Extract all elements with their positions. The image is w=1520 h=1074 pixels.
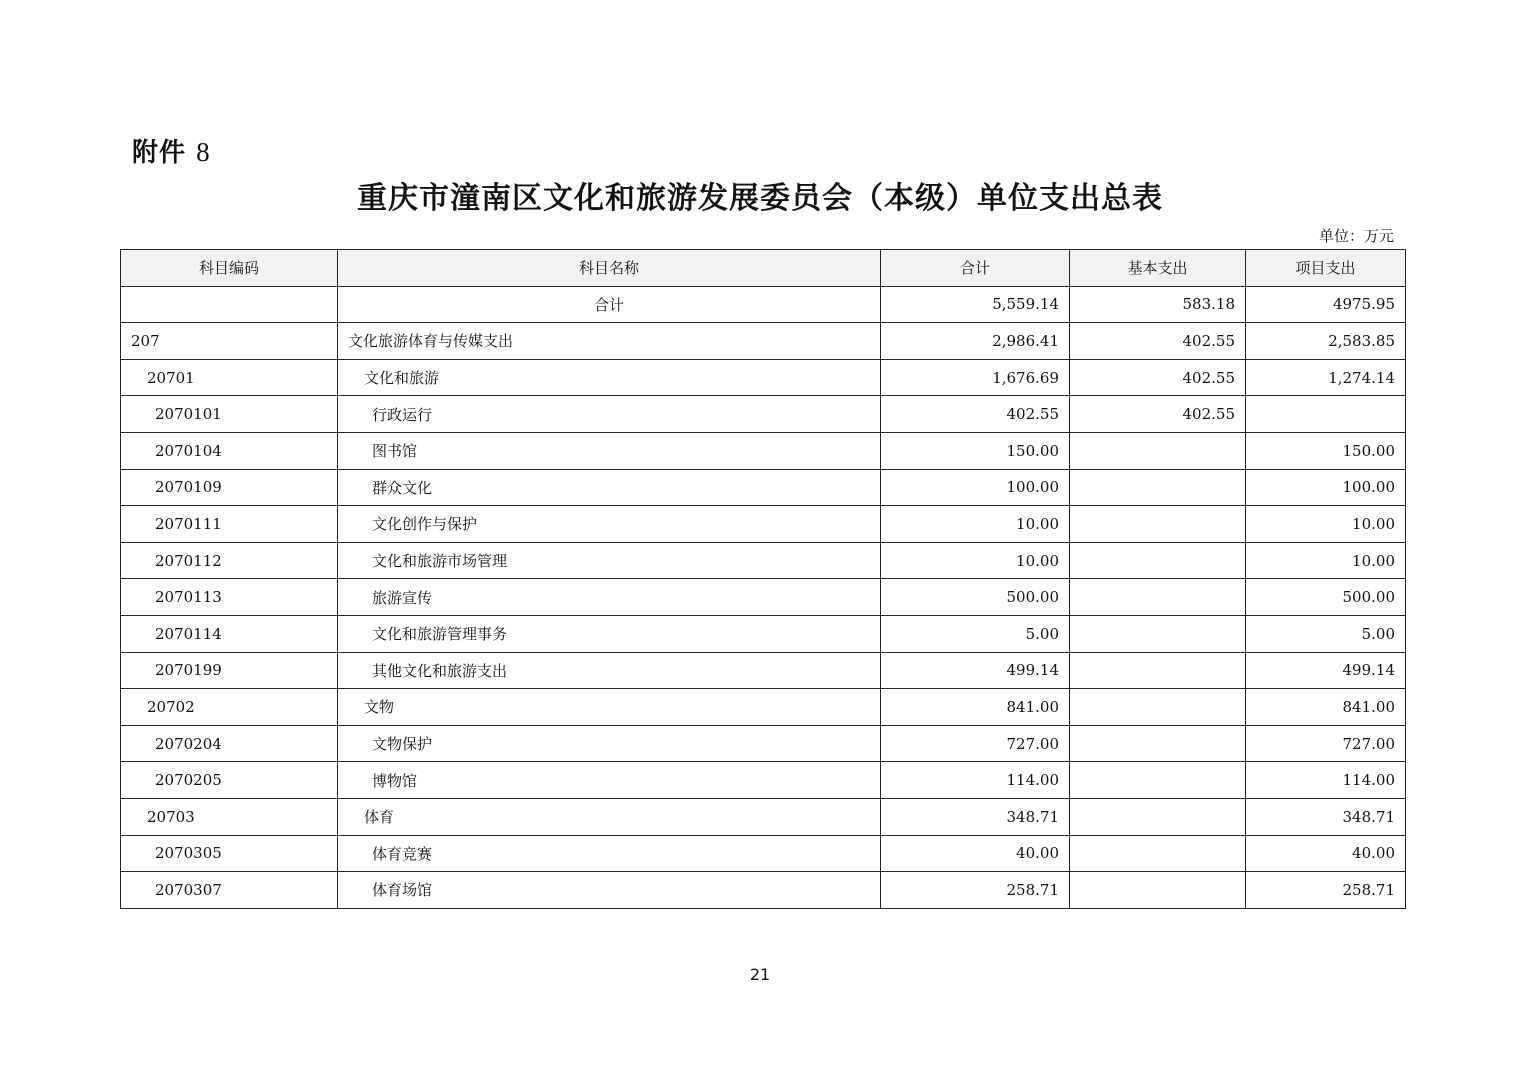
cell-basic	[1070, 469, 1246, 506]
cell-name: 文化和旅游	[338, 359, 881, 396]
cell-project: 5.00	[1246, 615, 1406, 652]
cell-project: 10.00	[1246, 542, 1406, 579]
cell-name: 旅游宣传	[338, 579, 881, 616]
cell-project: 348.71	[1246, 798, 1406, 835]
cell-name: 图书馆	[338, 432, 881, 469]
cell-name: 其他文化和旅游支出	[338, 652, 881, 689]
column-header-project: 项目支出	[1246, 250, 1406, 287]
cell-name: 文化和旅游管理事务	[338, 615, 881, 652]
cell-name: 体育场馆	[338, 872, 881, 909]
table-row	[121, 725, 1406, 762]
cell-name: 博物馆	[338, 762, 881, 799]
cell-name: 文物	[338, 689, 881, 726]
cell-code: 20703	[121, 798, 338, 835]
cell-total: 499.14	[881, 652, 1070, 689]
table-row	[121, 579, 1406, 616]
table-body	[121, 286, 1406, 908]
cell-total: 1,676.69	[881, 359, 1070, 396]
expenditure-table	[120, 249, 1406, 909]
total-row-code	[121, 286, 338, 323]
cell-code: 2070205	[121, 762, 338, 799]
table-row	[121, 652, 1406, 689]
cell-total: 402.55	[881, 396, 1070, 433]
cell-total: 841.00	[881, 689, 1070, 726]
cell-project	[1246, 396, 1406, 433]
table-row	[121, 506, 1406, 543]
unit-label: 单位：万元	[1318, 227, 1394, 245]
table-row	[121, 615, 1406, 652]
cell-code: 2070104	[121, 432, 338, 469]
cell-code: 2070113	[121, 579, 338, 616]
cell-basic: 402.55	[1070, 359, 1246, 396]
cell-project: 2,583.85	[1246, 323, 1406, 360]
cell-name: 文化和旅游市场管理	[338, 542, 881, 579]
cell-basic	[1070, 432, 1246, 469]
cell-basic	[1070, 872, 1246, 909]
cell-basic: 402.55	[1070, 323, 1246, 360]
table-row	[121, 689, 1406, 726]
cell-project: 727.00	[1246, 725, 1406, 762]
cell-total: 40.00	[881, 835, 1070, 872]
cell-name: 体育	[338, 798, 881, 835]
total-row-basic: 583.18	[1070, 286, 1246, 323]
cell-project: 1,274.14	[1246, 359, 1406, 396]
cell-basic	[1070, 725, 1246, 762]
total-row	[121, 286, 1406, 323]
column-header-name: 科目名称	[338, 250, 881, 287]
table-row	[121, 798, 1406, 835]
cell-total: 150.00	[881, 432, 1070, 469]
cell-project: 258.71	[1246, 872, 1406, 909]
table-row	[121, 323, 1406, 360]
cell-basic	[1070, 798, 1246, 835]
cell-total: 500.00	[881, 579, 1070, 616]
cell-code: 2070204	[121, 725, 338, 762]
cell-code: 207	[121, 323, 338, 360]
cell-basic	[1070, 506, 1246, 543]
cell-code: 2070109	[121, 469, 338, 506]
cell-code: 2070307	[121, 872, 338, 909]
cell-code: 2070111	[121, 506, 338, 543]
cell-total: 10.00	[881, 506, 1070, 543]
cell-code: 20701	[121, 359, 338, 396]
page-title: 重庆市潼南区文化和旅游发展委员会（本级）单位支出总表	[357, 181, 1163, 216]
column-header-total: 合计	[881, 250, 1070, 287]
cell-basic	[1070, 615, 1246, 652]
cell-total: 2,986.41	[881, 323, 1070, 360]
attachment-label-text: 附件	[132, 138, 187, 168]
cell-project: 499.14	[1246, 652, 1406, 689]
cell-name: 文化旅游体育与传媒支出	[338, 323, 881, 360]
cell-basic	[1070, 762, 1246, 799]
cell-project: 10.00	[1246, 506, 1406, 543]
cell-project: 500.00	[1246, 579, 1406, 616]
cell-name: 群众文化	[338, 469, 881, 506]
total-row-name: 合计	[338, 286, 881, 323]
cell-code: 2070101	[121, 396, 338, 433]
cell-total: 348.71	[881, 798, 1070, 835]
cell-basic	[1070, 542, 1246, 579]
cell-basic: 402.55	[1070, 396, 1246, 433]
table-row	[121, 396, 1406, 433]
table-row	[121, 432, 1406, 469]
cell-project: 100.00	[1246, 469, 1406, 506]
cell-name: 文化创作与保护	[338, 506, 881, 543]
cell-code: 2070114	[121, 615, 338, 652]
attachment-number: 8	[196, 137, 211, 167]
table-row	[121, 835, 1406, 872]
cell-basic	[1070, 689, 1246, 726]
cell-total: 5.00	[881, 615, 1070, 652]
cell-total: 114.00	[881, 762, 1070, 799]
cell-basic	[1070, 579, 1246, 616]
cell-project: 114.00	[1246, 762, 1406, 799]
cell-total: 727.00	[881, 725, 1070, 762]
cell-basic	[1070, 652, 1246, 689]
column-header-code: 科目编码	[121, 250, 338, 287]
total-row-total: 5,559.14	[881, 286, 1070, 323]
cell-code: 20702	[121, 689, 338, 726]
cell-total: 100.00	[881, 469, 1070, 506]
attachment-label	[132, 132, 211, 169]
table-header-row	[121, 250, 1406, 287]
table-row	[121, 359, 1406, 396]
cell-name: 行政运行	[338, 396, 881, 433]
cell-name: 文物保护	[338, 725, 881, 762]
cell-total: 10.00	[881, 542, 1070, 579]
cell-project: 841.00	[1246, 689, 1406, 726]
table-row	[121, 469, 1406, 506]
cell-basic	[1070, 835, 1246, 872]
table-row	[121, 872, 1406, 909]
cell-code: 2070199	[121, 652, 338, 689]
cell-code: 2070112	[121, 542, 338, 579]
column-header-basic: 基本支出	[1070, 250, 1246, 287]
cell-project: 40.00	[1246, 835, 1406, 872]
table-row	[121, 762, 1406, 799]
page-number: 21	[749, 965, 771, 984]
cell-name: 体育竞赛	[338, 835, 881, 872]
table-row	[121, 542, 1406, 579]
cell-project: 150.00	[1246, 432, 1406, 469]
cell-code: 2070305	[121, 835, 338, 872]
cell-total: 258.71	[881, 872, 1070, 909]
total-row-project: 4975.95	[1246, 286, 1406, 323]
